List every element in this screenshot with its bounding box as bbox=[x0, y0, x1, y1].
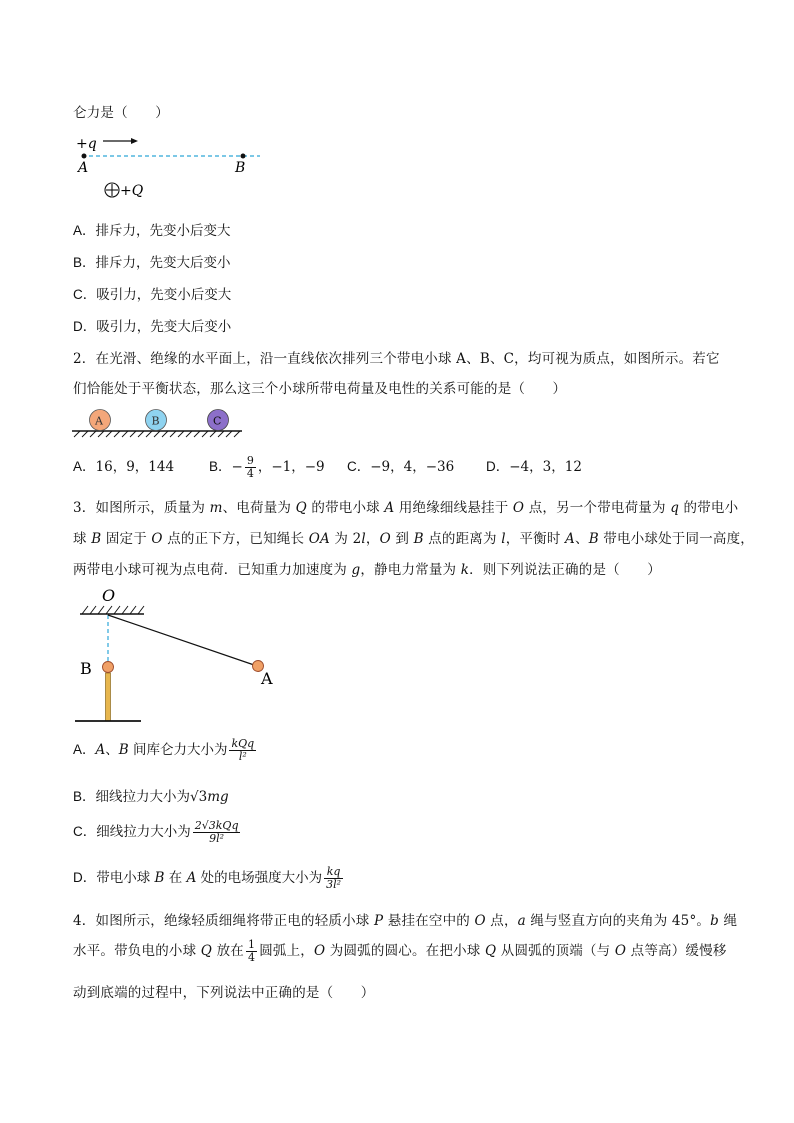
q1-point-b-dot bbox=[241, 154, 246, 159]
q2-ball-b-label: B bbox=[151, 414, 160, 428]
q2-ground-hatching bbox=[74, 431, 240, 437]
q2-ball-c-label: C bbox=[213, 414, 222, 428]
q1-option-a[interactable]: A．排斥力，先变小后变大 bbox=[73, 223, 231, 239]
q3-option-b[interactable]: B．细线拉力大小为√3mg bbox=[73, 789, 229, 805]
q1-arrow-head bbox=[131, 138, 138, 144]
q1-point-a-dot bbox=[82, 154, 87, 159]
q2-options-row bbox=[73, 455, 582, 480]
q3-stem-line2: 球 B 固定于 O 点的正下方，已知绳长 OA 为 2l，O 到 B 点的距离为 l，平衡时 A、B 带电小球处于同一高度， bbox=[73, 531, 755, 547]
q4-stem-line2: 水平。带负电的小球 Q 放在 $\frac{1}{4}$ 圆弧上，O 为圆弧的圆心。在把小球 Q 从圆弧的顶端（与 O 点等高）缓慢移 bbox=[73, 938, 727, 964]
q3-option-d[interactable]: D．带电小球 B 在 A 处的电场强度大小为 $\frac{kq}{\text{3l²}}$ bbox=[73, 865, 342, 891]
q1-charge-label: +q bbox=[76, 136, 97, 152]
q3-stem-line1: 3．如图所示，质量为 m、电荷量为 Q 的带电小球 A 用绝缘细线悬挂于 O 点，另一个带电荷量为 q 的带电小 bbox=[73, 500, 739, 516]
q2-stem-line1: 2．在光滑、绝缘的水平面上，沿一直线依次排列三个带电小球 A、B、C，均可视为质点，如图所示。若它 bbox=[73, 351, 720, 367]
q3-ball-b bbox=[103, 662, 114, 673]
q1-option-d[interactable]: D．吸引力，先变大后变小 bbox=[73, 319, 232, 335]
q1-point-b-label: B bbox=[235, 160, 246, 176]
q3-point-o-label: O bbox=[102, 586, 116, 605]
q3-rod bbox=[106, 673, 111, 721]
q1-point-a-label: A bbox=[78, 160, 89, 176]
q3-figure bbox=[72, 586, 282, 726]
q2-option-c[interactable]: C．−9，4，−36 bbox=[347, 459, 455, 475]
q1-option-b[interactable]: B．排斥力，先变大后变小 bbox=[73, 255, 231, 271]
q4-stem-line3: 动到底端的过程中，下列说法中正确的是（ ） bbox=[73, 985, 375, 1001]
q3-option-a[interactable]: A．A、B 间库仑力大小为 $\frac{\text{kQq}}{\text{l²}}$ bbox=[73, 737, 255, 763]
q3-option-c[interactable]: C．细线拉力大小为 $\frac{\text{2√3kQq}}{\text{9l²}}$ bbox=[73, 819, 239, 845]
q1-figure bbox=[70, 128, 270, 204]
q3-point-b-label: B bbox=[80, 659, 92, 678]
q1-stem-tail: 仑力是（ ） bbox=[73, 105, 169, 121]
q2-figure bbox=[72, 404, 244, 438]
q4-stem-line1: 4．如图所示，绝缘轻质细绳将带正电的轻质小球 P 悬挂在空中的 O 点，a 绳与竖直方向的夹角为 45°。b 绳 bbox=[73, 913, 738, 929]
q1-fixed-charge-label: +Q bbox=[120, 183, 144, 199]
q3-thread-oa bbox=[108, 615, 257, 666]
q1-option-c[interactable]: C．吸引力，先变小后变大 bbox=[73, 287, 232, 303]
q2-option-b[interactable]: B．− $\frac{9}{4}$ ，−1，−9 bbox=[209, 454, 325, 480]
q3-ceiling-hatching bbox=[82, 606, 144, 614]
q2-option-a[interactable]: A．16，9，144 bbox=[73, 459, 175, 475]
q2-stem-line2: 们恰能处于平衡状态，那么这三个小球所带电荷量及电性的关系可能的是（ ） bbox=[73, 381, 567, 397]
q2-option-d[interactable]: D．−4，3，12 bbox=[486, 459, 582, 475]
q3-point-a-label: A bbox=[261, 669, 273, 688]
q2-ball-a-label: A bbox=[95, 414, 103, 428]
q3-stem-line3: 两带电小球可视为点电荷．已知重力加速度为 g，静电力常量为 k．则下列说法正确的是（ ） bbox=[73, 562, 661, 578]
